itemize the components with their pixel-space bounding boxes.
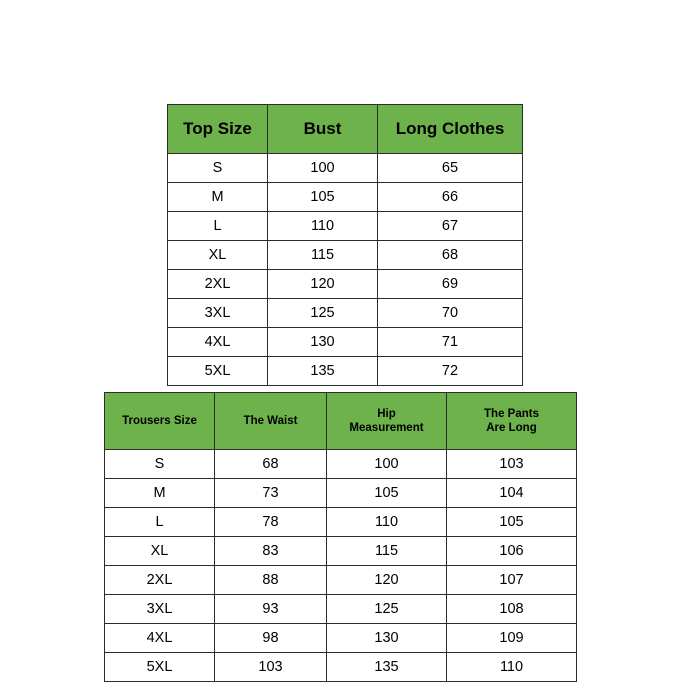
table-row xyxy=(168,357,523,386)
column-header-pants-length xyxy=(447,393,577,450)
cell-pants-length: 110 xyxy=(447,653,577,682)
header-line: Hip xyxy=(377,407,396,420)
cell-size: XL xyxy=(168,241,268,270)
cell-size: 2XL xyxy=(105,566,215,595)
cell-pants-length: 109 xyxy=(447,624,577,653)
table-row xyxy=(168,154,523,183)
cell-hip: 125 xyxy=(327,595,447,624)
cell-size: 4XL xyxy=(105,624,215,653)
cell-hip: 105 xyxy=(327,479,447,508)
cell-bust: 130 xyxy=(268,328,378,357)
column-header-trousers-size xyxy=(105,393,215,450)
cell-size: S xyxy=(105,450,215,479)
cell-size: 3XL xyxy=(105,595,215,624)
cell-hip: 130 xyxy=(327,624,447,653)
trousers-size-chart-table xyxy=(104,392,577,682)
cell-bust: 120 xyxy=(268,270,378,299)
cell-length: 66 xyxy=(378,183,523,212)
cell-hip: 110 xyxy=(327,508,447,537)
cell-size: L xyxy=(105,508,215,537)
top-size-chart-table xyxy=(167,104,523,386)
cell-waist: 68 xyxy=(215,450,327,479)
cell-pants-length: 104 xyxy=(447,479,577,508)
cell-pants-length: 106 xyxy=(447,537,577,566)
cell-hip: 115 xyxy=(327,537,447,566)
cell-pants-length: 105 xyxy=(447,508,577,537)
cell-waist: 73 xyxy=(215,479,327,508)
column-header-long-clothes: Long Clothes xyxy=(378,105,523,154)
header-line: The Pants xyxy=(484,407,539,420)
cell-waist: 93 xyxy=(215,595,327,624)
cell-size: M xyxy=(168,183,268,212)
table-row xyxy=(168,212,523,241)
cell-bust: 110 xyxy=(268,212,378,241)
cell-size: 5XL xyxy=(105,653,215,682)
column-header-the-waist xyxy=(215,393,327,450)
header-line: The Waist xyxy=(243,414,298,427)
table-row xyxy=(105,537,577,566)
header-line: Trousers Size xyxy=(122,414,197,427)
cell-size: S xyxy=(168,154,268,183)
cell-waist: 98 xyxy=(215,624,327,653)
cell-size: 2XL xyxy=(168,270,268,299)
column-header-hip-measurement xyxy=(327,393,447,450)
table-row xyxy=(105,653,577,682)
table-row xyxy=(105,479,577,508)
cell-size: M xyxy=(105,479,215,508)
cell-length: 67 xyxy=(378,212,523,241)
table-row xyxy=(105,450,577,479)
cell-length: 72 xyxy=(378,357,523,386)
cell-bust: 115 xyxy=(268,241,378,270)
table-row xyxy=(105,595,577,624)
cell-waist: 103 xyxy=(215,653,327,682)
table-row xyxy=(168,299,523,328)
cell-bust: 135 xyxy=(268,357,378,386)
table-row xyxy=(105,508,577,537)
cell-bust: 125 xyxy=(268,299,378,328)
cell-size: L xyxy=(168,212,268,241)
column-header-top-size: Top Size xyxy=(168,105,268,154)
table-row xyxy=(168,270,523,299)
table-row xyxy=(168,241,523,270)
cell-size: 5XL xyxy=(168,357,268,386)
table-row xyxy=(105,566,577,595)
table-row xyxy=(105,624,577,653)
cell-waist: 88 xyxy=(215,566,327,595)
cell-size: 4XL xyxy=(168,328,268,357)
table-header-row xyxy=(168,105,523,154)
header-line: Measurement xyxy=(349,422,424,434)
cell-size: 3XL xyxy=(168,299,268,328)
cell-length: 71 xyxy=(378,328,523,357)
cell-length: 70 xyxy=(378,299,523,328)
header-line: Are Long xyxy=(486,422,537,434)
cell-hip: 135 xyxy=(327,653,447,682)
cell-pants-length: 103 xyxy=(447,450,577,479)
cell-waist: 83 xyxy=(215,537,327,566)
cell-pants-length: 108 xyxy=(447,595,577,624)
table-row xyxy=(168,328,523,357)
table-row xyxy=(168,183,523,212)
cell-bust: 100 xyxy=(268,154,378,183)
cell-length: 68 xyxy=(378,241,523,270)
cell-size: XL xyxy=(105,537,215,566)
cell-hip: 120 xyxy=(327,566,447,595)
cell-waist: 78 xyxy=(215,508,327,537)
cell-hip: 100 xyxy=(327,450,447,479)
cell-bust: 105 xyxy=(268,183,378,212)
table-header-row xyxy=(105,393,577,450)
cell-pants-length: 107 xyxy=(447,566,577,595)
column-header-bust: Bust xyxy=(268,105,378,154)
cell-length: 65 xyxy=(378,154,523,183)
cell-length: 69 xyxy=(378,270,523,299)
